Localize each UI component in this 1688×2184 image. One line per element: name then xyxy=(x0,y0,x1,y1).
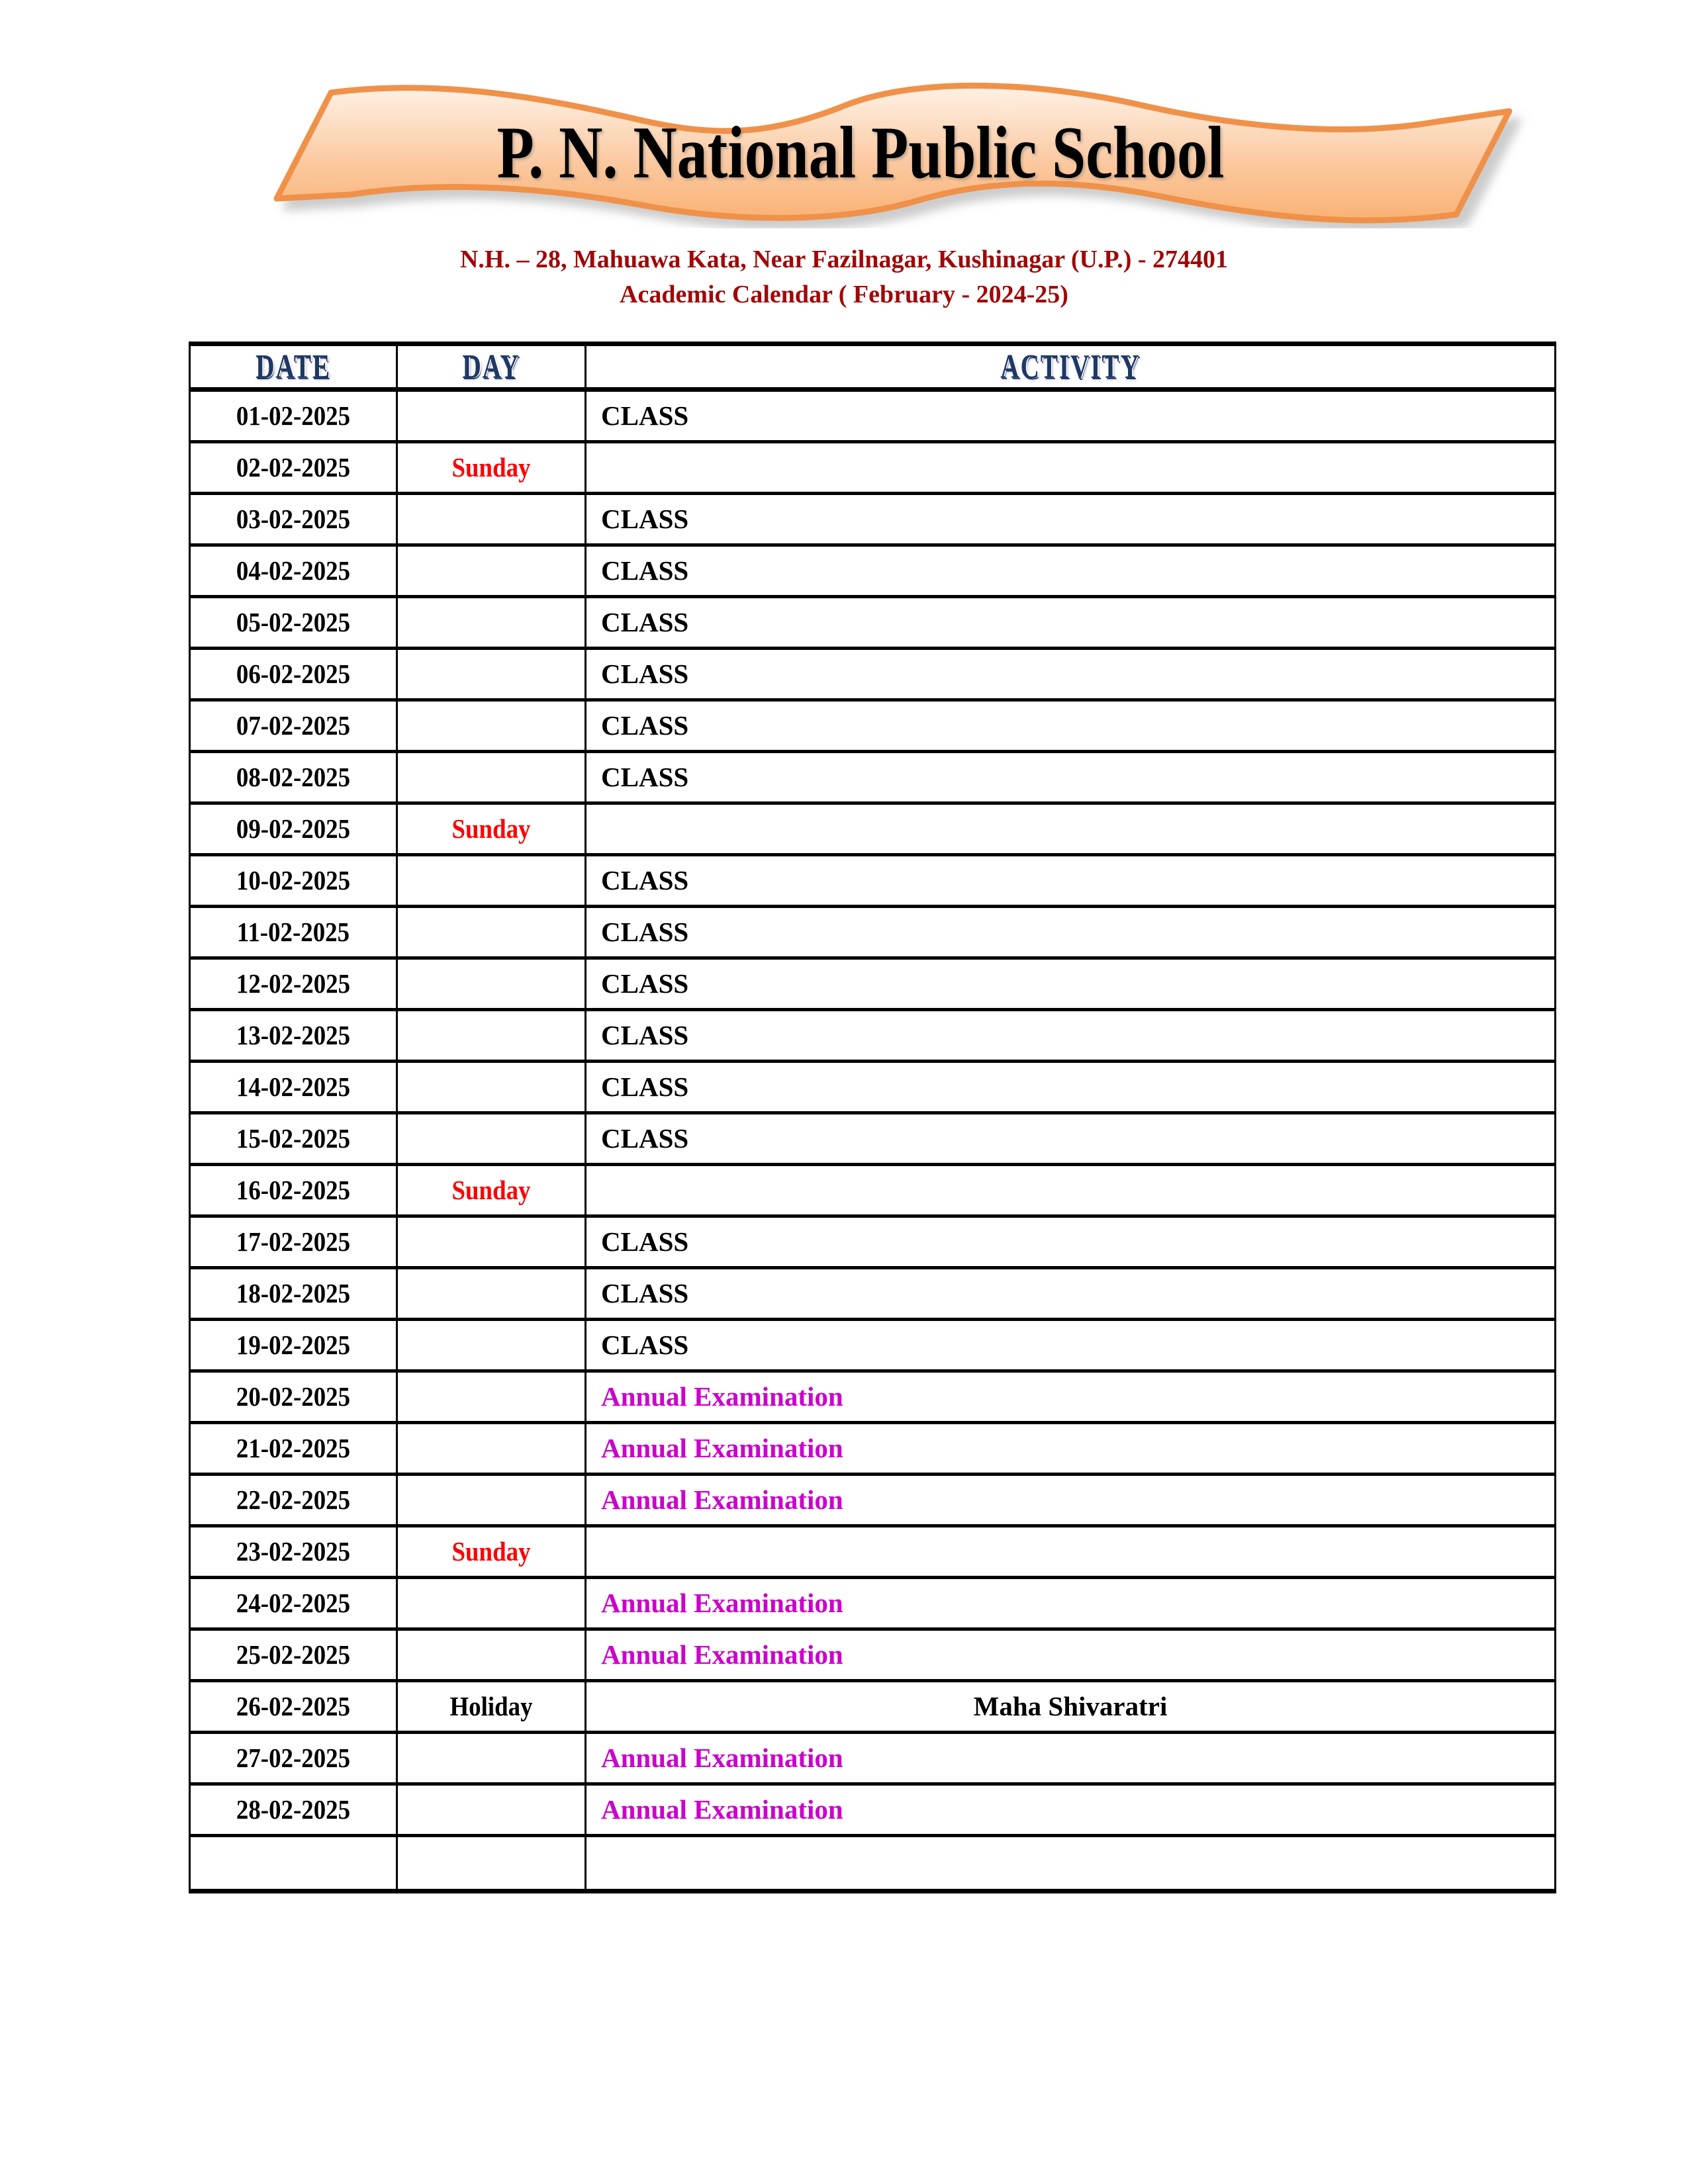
cell-day xyxy=(397,1268,586,1320)
cell-activity xyxy=(586,907,1556,958)
cell-date xyxy=(190,1165,397,1216)
day-text: Holiday xyxy=(449,1691,533,1721)
cell-date xyxy=(190,803,397,855)
cell-day xyxy=(397,1578,586,1629)
date-text: 07-02-2025 xyxy=(236,710,351,741)
column-header-activity xyxy=(586,344,1556,390)
cell-activity xyxy=(586,1475,1556,1526)
column-header-date xyxy=(190,344,397,390)
cell-day xyxy=(397,494,586,545)
table-row xyxy=(190,1629,1556,1681)
cell-day xyxy=(397,545,586,597)
activity-text xyxy=(586,467,1554,468)
day-text xyxy=(407,519,575,520)
cell-date xyxy=(190,1062,397,1113)
cell-activity xyxy=(586,390,1556,442)
date-text: 13-02-2025 xyxy=(236,1020,351,1050)
cell-date xyxy=(190,1113,397,1165)
table-row xyxy=(190,1475,1556,1526)
table-row xyxy=(190,545,1556,597)
date-text: 21-02-2025 xyxy=(236,1433,351,1463)
date-text: 10-02-2025 xyxy=(236,865,351,895)
date-text: 05-02-2025 xyxy=(236,607,351,637)
cell-activity xyxy=(586,1681,1556,1733)
date-text: 12-02-2025 xyxy=(236,968,351,999)
cell-date xyxy=(190,545,397,597)
cell-day xyxy=(397,649,586,700)
cell-date xyxy=(190,752,397,803)
cell-date xyxy=(190,1423,397,1475)
activity-text: CLASS xyxy=(601,555,689,586)
table-row xyxy=(190,907,1556,958)
activity-text: CLASS xyxy=(601,917,689,947)
cell-day xyxy=(397,1113,586,1165)
activity-text: CLASS xyxy=(601,865,689,895)
table-row xyxy=(190,700,1556,752)
activity-text: CLASS xyxy=(601,1226,689,1257)
cell-day xyxy=(397,803,586,855)
table-row xyxy=(190,1216,1556,1268)
date-text: 04-02-2025 xyxy=(236,555,351,586)
school-name-title: P. N. National Public School xyxy=(496,112,1225,194)
date-text: 17-02-2025 xyxy=(236,1226,351,1257)
cell-day xyxy=(397,442,586,494)
cell-activity xyxy=(586,442,1556,494)
cell-date xyxy=(190,1629,397,1681)
table-row xyxy=(190,442,1556,494)
activity-text: Annual Examination xyxy=(601,1433,843,1463)
activity-text: CLASS xyxy=(601,762,689,792)
date-text: 14-02-2025 xyxy=(236,1071,351,1102)
column-header-day-label: DAY xyxy=(462,347,520,385)
cell-day xyxy=(397,1733,586,1784)
day-text xyxy=(407,570,575,571)
cell-date xyxy=(190,1784,397,1836)
table-row xyxy=(190,494,1556,545)
cell-date xyxy=(190,494,397,545)
day-text: Sunday xyxy=(451,1536,531,1567)
table-row xyxy=(190,597,1556,649)
day-text xyxy=(407,880,575,881)
cell-activity xyxy=(586,1784,1556,1836)
cell-date xyxy=(190,597,397,649)
date-text: 23-02-2025 xyxy=(236,1536,351,1567)
cell-date xyxy=(190,1010,397,1062)
activity-text xyxy=(586,1551,1554,1552)
column-header-date-label: DATE xyxy=(256,347,331,385)
cell-date xyxy=(190,1578,397,1629)
cell-activity xyxy=(586,752,1556,803)
date-text: 09-02-2025 xyxy=(236,813,351,844)
table-row xyxy=(190,649,1556,700)
activity-text: CLASS xyxy=(601,710,689,741)
cell-day xyxy=(397,1836,586,1891)
date-text: 11-02-2025 xyxy=(236,917,350,947)
activity-text: CLASS xyxy=(601,504,689,534)
cell-day xyxy=(397,1681,586,1733)
table-row xyxy=(190,1371,1556,1423)
day-text xyxy=(407,1603,575,1604)
activity-text: CLASS xyxy=(601,659,689,689)
cell-day xyxy=(397,1371,586,1423)
cell-activity xyxy=(586,1268,1556,1320)
activity-text: Annual Examination xyxy=(601,1639,843,1670)
cell-day xyxy=(397,907,586,958)
cell-date xyxy=(190,649,397,700)
day-text xyxy=(407,622,575,623)
cell-date xyxy=(190,1320,397,1371)
table-row xyxy=(190,1526,1556,1578)
cell-day xyxy=(397,958,586,1010)
cell-day xyxy=(397,752,586,803)
cell-day xyxy=(397,700,586,752)
cell-activity xyxy=(586,649,1556,700)
day-text: Sunday xyxy=(451,813,531,844)
table-row xyxy=(190,1010,1556,1062)
date-text: 06-02-2025 xyxy=(236,659,351,689)
day-text xyxy=(407,777,575,778)
date-text: 08-02-2025 xyxy=(236,762,351,792)
table-row xyxy=(190,1836,1556,1891)
school-name-banner xyxy=(179,73,1542,228)
activity-text: CLASS xyxy=(601,400,689,431)
cell-date xyxy=(190,1268,397,1320)
cell-activity xyxy=(586,545,1556,597)
cell-date xyxy=(190,1216,397,1268)
table-row xyxy=(190,390,1556,442)
cell-activity xyxy=(586,1526,1556,1578)
table-row xyxy=(190,803,1556,855)
table-row xyxy=(190,1578,1556,1629)
cell-activity xyxy=(586,1371,1556,1423)
day-text xyxy=(407,725,575,726)
date-text: 15-02-2025 xyxy=(236,1123,351,1154)
cell-date xyxy=(190,855,397,907)
table-row xyxy=(190,1784,1556,1836)
activity-text: Annual Examination xyxy=(601,1588,843,1618)
cell-date xyxy=(190,1526,397,1578)
activity-text xyxy=(586,1190,1554,1191)
activity-text: CLASS xyxy=(601,1330,689,1360)
date-text: 26-02-2025 xyxy=(236,1691,351,1721)
table-row xyxy=(190,1320,1556,1371)
day-text xyxy=(407,1396,575,1397)
cell-activity xyxy=(586,1629,1556,1681)
cell-day xyxy=(397,1784,586,1836)
activity-text xyxy=(586,1863,1554,1864)
cell-day xyxy=(397,1475,586,1526)
academic-calendar-table xyxy=(189,341,1556,1893)
date-text: 03-02-2025 xyxy=(236,504,351,534)
day-text xyxy=(407,1035,575,1036)
calendar-subtitle: Academic Calendar ( February - 2024-25) xyxy=(620,281,1068,308)
day-text xyxy=(407,1448,575,1449)
date-text: 28-02-2025 xyxy=(236,1794,351,1825)
cell-day xyxy=(397,1320,586,1371)
day-text xyxy=(407,1293,575,1294)
cell-activity xyxy=(586,1423,1556,1475)
cell-date xyxy=(190,390,397,442)
cell-day xyxy=(397,597,586,649)
cell-date xyxy=(190,1836,397,1891)
table-row xyxy=(190,958,1556,1010)
cell-activity xyxy=(586,1320,1556,1371)
cell-activity xyxy=(586,1062,1556,1113)
date-text: 20-02-2025 xyxy=(236,1381,351,1412)
table-body xyxy=(190,390,1556,1891)
table-row xyxy=(190,1681,1556,1733)
cell-activity xyxy=(586,1836,1556,1891)
cell-activity xyxy=(586,855,1556,907)
cell-day xyxy=(397,1216,586,1268)
date-text: 24-02-2025 xyxy=(236,1588,351,1618)
day-text xyxy=(407,1138,575,1139)
date-text: 25-02-2025 xyxy=(236,1639,351,1670)
activity-text: Annual Examination xyxy=(601,1484,843,1515)
table-row xyxy=(190,1423,1556,1475)
table-row xyxy=(190,1268,1556,1320)
activity-text: CLASS xyxy=(601,1071,689,1102)
cell-day xyxy=(397,1062,586,1113)
cell-date xyxy=(190,1475,397,1526)
cell-date xyxy=(190,442,397,494)
cell-activity xyxy=(586,1010,1556,1062)
table-header-row xyxy=(190,344,1556,390)
cell-activity xyxy=(586,1113,1556,1165)
activity-text: CLASS xyxy=(601,1020,689,1050)
activity-text: CLASS xyxy=(601,1278,689,1308)
cell-date xyxy=(190,1371,397,1423)
column-header-activity-label: ACTIVITY xyxy=(1000,347,1141,385)
activity-text: CLASS xyxy=(601,968,689,999)
cell-activity xyxy=(586,494,1556,545)
column-header-day xyxy=(397,344,586,390)
cell-activity xyxy=(586,1216,1556,1268)
activity-text: Annual Examination xyxy=(601,1794,843,1825)
day-text: Sunday xyxy=(451,452,531,482)
cell-day xyxy=(397,1165,586,1216)
table-row xyxy=(190,752,1556,803)
cell-date xyxy=(190,958,397,1010)
cell-day xyxy=(397,1629,586,1681)
date-text: 01-02-2025 xyxy=(236,400,351,431)
activity-text: Maha Shivaratri xyxy=(973,1691,1168,1721)
table-row xyxy=(190,1062,1556,1113)
cell-date xyxy=(190,700,397,752)
cell-date xyxy=(190,907,397,958)
day-text: Sunday xyxy=(451,1175,531,1205)
cell-activity xyxy=(586,803,1556,855)
cell-activity xyxy=(586,1165,1556,1216)
cell-activity xyxy=(586,1733,1556,1784)
cell-activity xyxy=(586,1578,1556,1629)
cell-day xyxy=(397,390,586,442)
date-text: 22-02-2025 xyxy=(236,1484,351,1515)
cell-date xyxy=(190,1733,397,1784)
table-row xyxy=(190,1733,1556,1784)
activity-text: CLASS xyxy=(601,1123,689,1154)
cell-date xyxy=(190,1681,397,1733)
activity-text: Annual Examination xyxy=(601,1381,843,1412)
cell-day xyxy=(397,1526,586,1578)
day-text xyxy=(407,1863,575,1864)
cell-day xyxy=(397,1010,586,1062)
cell-day xyxy=(397,1423,586,1475)
cell-day xyxy=(397,855,586,907)
activity-text: Annual Examination xyxy=(601,1743,843,1773)
table-header xyxy=(190,344,1556,390)
school-address: N.H. – 28, Mahuawa Kata, Near Fazilnagar, Kushinagar (U.P.) - 274401 xyxy=(459,246,1229,273)
date-text: 19-02-2025 xyxy=(236,1330,351,1360)
day-text xyxy=(407,983,575,984)
date-text: 02-02-2025 xyxy=(236,452,351,482)
date-text: 27-02-2025 xyxy=(236,1743,351,1773)
activity-text: CLASS xyxy=(601,607,689,637)
table-row xyxy=(190,855,1556,907)
cell-activity xyxy=(586,958,1556,1010)
date-text: 16-02-2025 xyxy=(236,1175,351,1205)
cell-activity xyxy=(586,597,1556,649)
date-text: 18-02-2025 xyxy=(236,1278,351,1308)
day-text xyxy=(407,932,575,933)
table-row xyxy=(190,1165,1556,1216)
cell-activity xyxy=(586,700,1556,752)
table-row xyxy=(190,1113,1556,1165)
day-text xyxy=(407,1809,575,1810)
